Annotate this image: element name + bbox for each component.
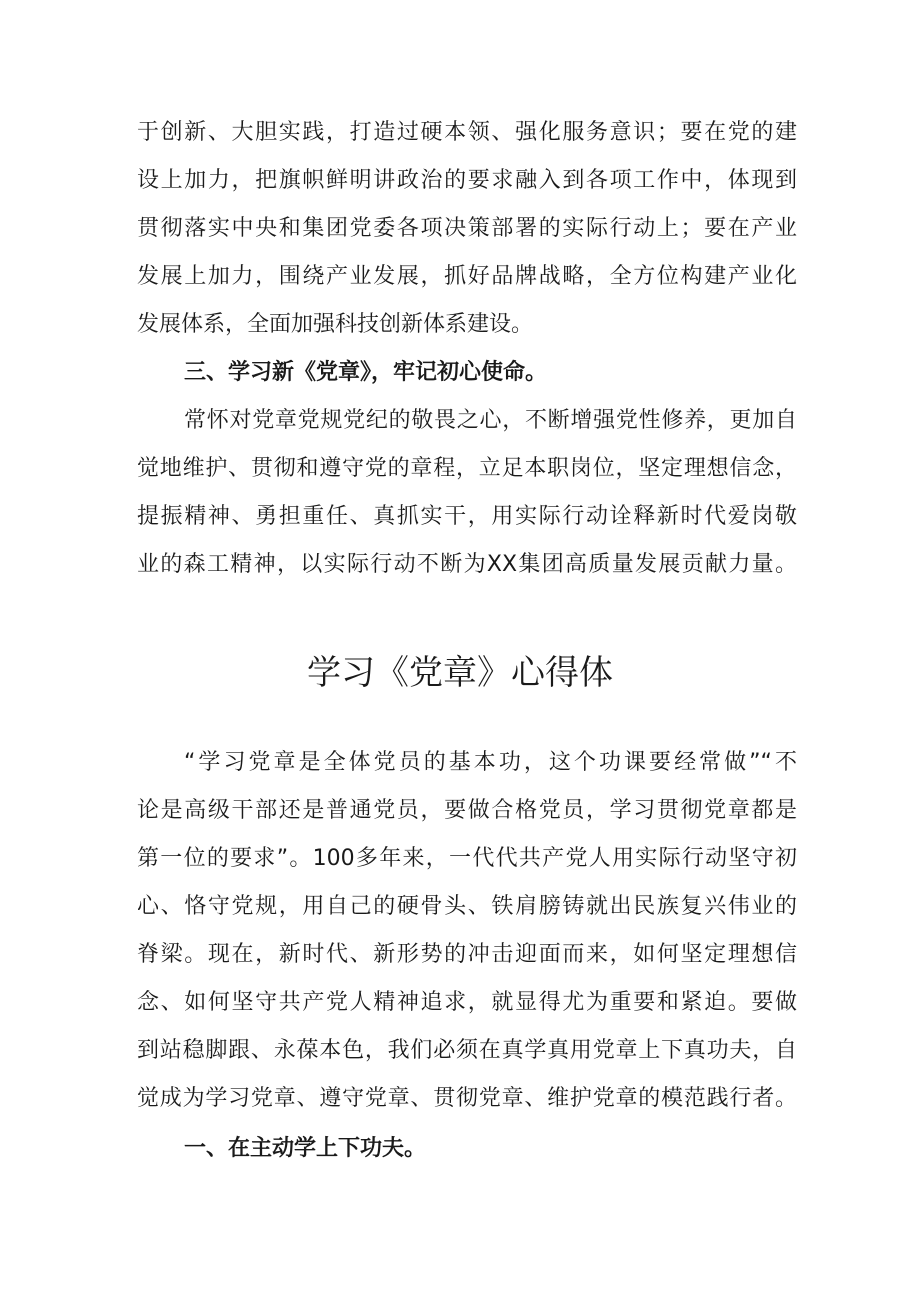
paragraph-line: 发展上加力，围绕产业发展，抓好品牌战略，全方位构建产业化 — [137, 264, 797, 289]
section-heading: 一、在主动学上下功夫。 — [184, 1136, 427, 1161]
paragraph-line: 觉成为学习党章、遵守党章、贯彻党章、维护党章的模范践行者。 — [137, 1086, 797, 1111]
paragraph-line: 常怀对党章党规党纪的敬畏之心，不断增强党性修养，更加自 — [184, 408, 797, 433]
paragraph-line: 到站稳脚跟、永葆本色，我们必须在真学真用党章上下真功夫，自 — [137, 1038, 797, 1063]
paragraph-line: 念、如何坚守共产党人精神追求，就显得尤为重要和紧迫。要做 — [137, 990, 797, 1015]
paragraph-line: 心、恪守党规，用自己的硬骨头、铁肩膀铸就出民族复兴伟业的 — [137, 894, 797, 919]
paragraph-line: “学习党章是全体党员的基本功，这个功课要经常做”“不 — [184, 750, 797, 775]
paragraph-line: 贯彻落实中央和集团党委各项决策部署的实际行动上；要在产业 — [137, 216, 797, 241]
paragraph-line: 觉地维护、贯彻和遵守党的章程，立足本职岗位，坚定理想信念， — [137, 456, 797, 481]
paragraph-line: 设上加力，把旗帜鲜明讲政治的要求融入到各项工作中，体现到 — [137, 168, 797, 193]
section-heading: 三、学习新《党章》，牢记初心使命。 — [184, 360, 548, 385]
paragraph-line: 发展体系，全面加强科技创新体系建设。 — [137, 312, 534, 337]
paragraph-line: 脊梁。现在，新时代、新形势的冲击迎面而来，如何坚定理想信 — [137, 942, 797, 967]
paragraph-line: 提振精神、勇担重任、真抓实干，用实际行动诠释新时代爱岗敬 — [137, 504, 797, 529]
paragraph-line: 业的森工精神，以实际行动不断为XX集团高质量发展贡献力量。 — [137, 552, 797, 577]
paragraph-line: 于创新、大胆实践，打造过硬本领、强化服务意识；要在党的建 — [137, 120, 797, 145]
paragraph-line: 论是高级干部还是普通党员，要做合格党员，学习贯彻党章都是 — [137, 798, 797, 823]
paragraph-line: 第一位的要求”。100多年来，一代代共产党人用实际行动坚守初 — [137, 846, 797, 871]
article-title: 学习《党章》心得体 — [307, 653, 613, 693]
